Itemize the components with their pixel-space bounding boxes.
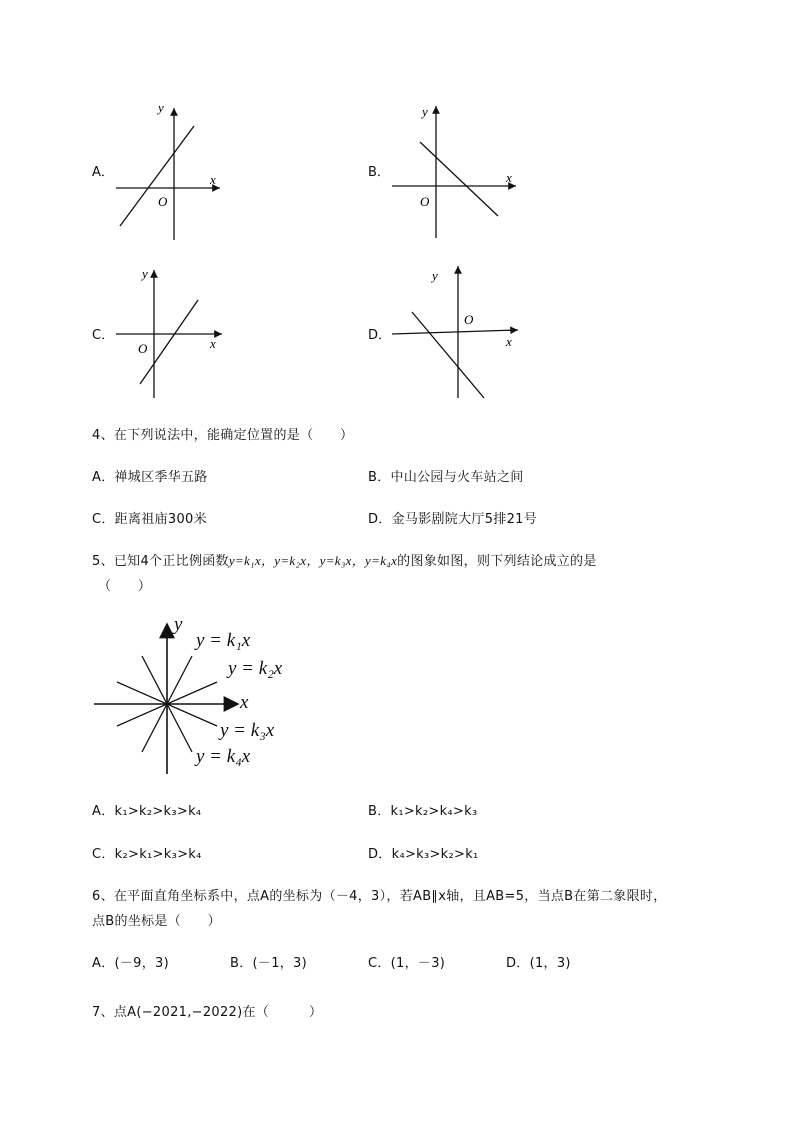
q5-line-label-k1: y = k₁x: [196, 630, 251, 651]
function-line: [120, 126, 194, 226]
graph-a: [110, 98, 230, 246]
origin-label: O: [420, 194, 430, 209]
graph-d-label: D．: [368, 328, 392, 343]
y-axis-label: y: [432, 268, 438, 283]
q7-stem: 7、点A(−2021,−2022)在（ ）: [92, 1005, 323, 1020]
q5-option-c: C．k₂>k₁>k₃>k₄: [92, 847, 202, 862]
graph-c: [112, 262, 232, 402]
x-axis-label: x: [210, 336, 216, 351]
y-axis-label: y: [142, 266, 148, 281]
q5-x-axis-label: x: [240, 692, 249, 713]
q4-stem: 4、在下列说法中，能确定位置的是（ ）: [92, 428, 354, 443]
function-line: [140, 300, 198, 384]
q4-option-c: C．距离祖庙300米: [92, 512, 207, 527]
function-line: [420, 142, 498, 216]
q6-option-b: B．(－1，3): [230, 956, 308, 971]
graph-b-label: B．: [368, 165, 390, 180]
origin-label: O: [464, 312, 474, 327]
q5-stem-paren: （ ）: [98, 579, 152, 594]
y-axis-label: y: [422, 104, 428, 119]
graph-c-label: C．: [92, 328, 115, 343]
q5-line-label-k3: y = k₃x: [220, 720, 275, 741]
x-axis-label: x: [506, 334, 512, 349]
x-axis-label: x: [506, 170, 512, 185]
q5-option-a: A．k₁>k₂>k₃>k₄: [92, 804, 202, 819]
x-axis: [392, 330, 518, 334]
q5-option-b: B．k₁>k₂>k₄>k₃: [368, 804, 478, 819]
graph-a-label: A．: [92, 165, 114, 180]
q5-stem: [92, 550, 597, 569]
graph-d: [388, 260, 528, 402]
q5-figure: [90, 612, 310, 777]
origin-label: O: [138, 341, 148, 356]
graph-b: [386, 98, 526, 244]
q5-option-d: D．k₄>k₃>k₂>k₁: [368, 847, 479, 862]
q5-y-axis-label: y: [174, 614, 183, 635]
q4-option-b: B．中山公园与火车站之间: [368, 470, 524, 485]
x-axis-label: x: [210, 172, 216, 187]
q6-option-c: C．(1，－3): [368, 956, 446, 971]
q6-stem-line1: 6、在平面直角坐标系中，点A的坐标为（－4，3），若AB∥x轴，且AB=5，当点B在第二象限时，: [92, 889, 667, 904]
q5-stem-functions: y=k₁x，y=k₂x，y=k₃x，y=k₄x: [228, 553, 398, 568]
q5-line-label-k2: y = k₂x: [228, 658, 283, 679]
origin-label: O: [158, 194, 168, 209]
q6-stem-line2: 点B的坐标是（ ）: [92, 914, 221, 929]
y-axis-label: y: [158, 100, 164, 115]
q5-stem-post: 的图象如图，则下列结论成立的是: [397, 554, 597, 569]
q5-line-label-k4: y = k₄x: [196, 746, 251, 767]
q6-option-d: D．(1，3): [506, 956, 571, 971]
q5-stem-pre: 5、已知4个正比例函数: [92, 554, 229, 569]
q6-option-a: A．(－9，3): [92, 956, 169, 971]
q4-option-d: D．金马影剧院大厅5排21号: [368, 512, 538, 527]
q4-option-a: A．禅城区季华五路: [92, 470, 208, 485]
